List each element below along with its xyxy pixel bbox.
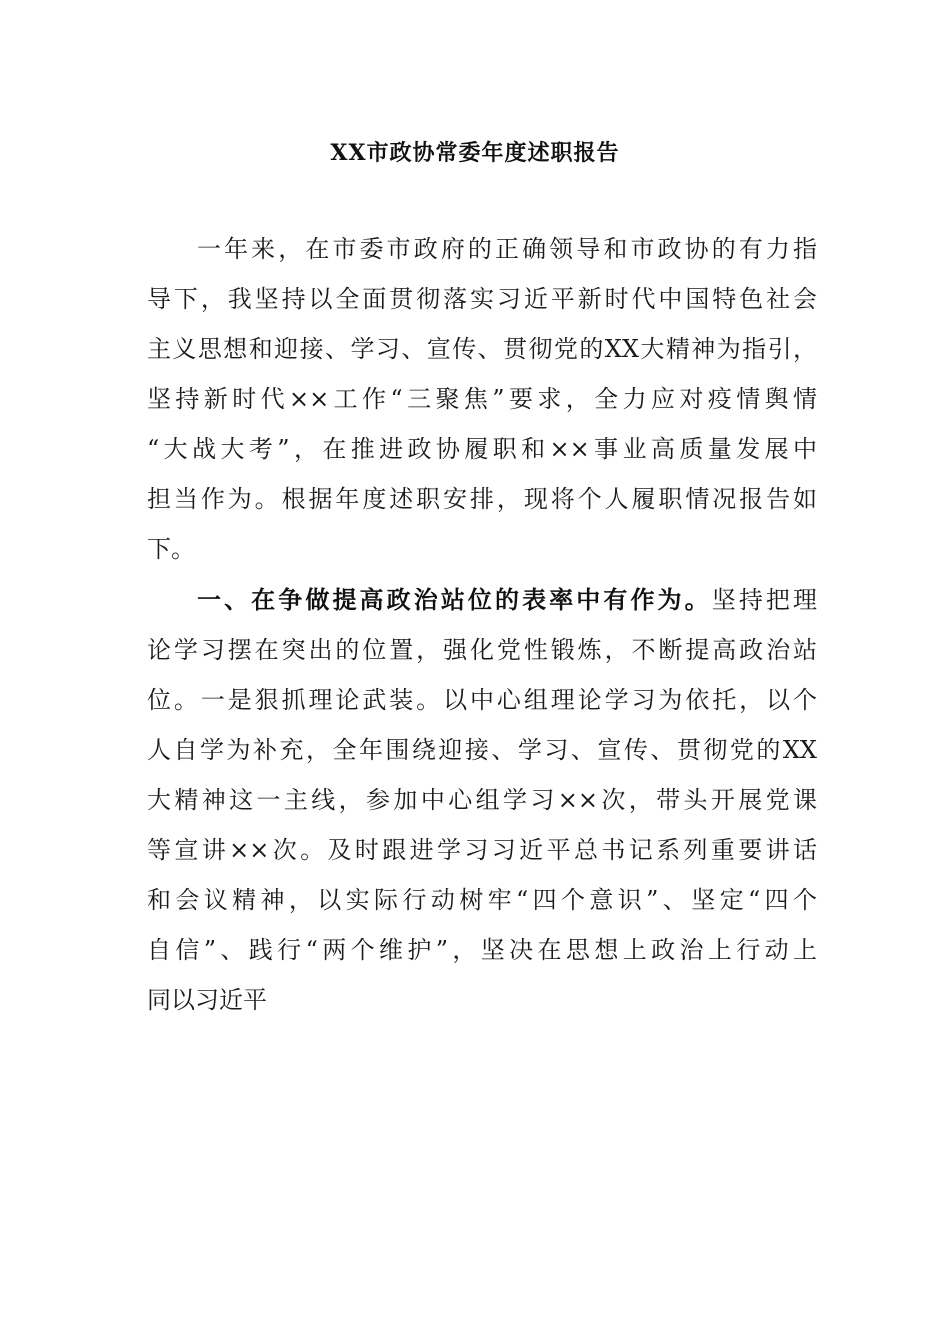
paragraph-line: “大战大考”，在推进政协履职和××事业高质量发展中 xyxy=(147,435,817,463)
paragraph-line xyxy=(147,575,817,625)
paragraph-line: 大精神这一主线，参加中心组学习××次，带头开展党课 xyxy=(147,786,817,814)
paragraph-line: 自信”、践行“两个维护”，坚决在思想上政治上行动上 xyxy=(147,936,817,964)
heading-line-rest: 坚持把理 xyxy=(711,586,818,614)
paragraph-line: 等宣讲××次。及时跟进学习习近平总书记系列重要讲话 xyxy=(147,836,817,864)
paragraph-line: 和会议精神，以实际行动树牢“四个意识”、坚定“四个 xyxy=(147,886,817,914)
paragraph-section-one xyxy=(147,575,817,1025)
paragraph-line: 坚持新时代××工作“三聚焦”要求，全力应对疫情舆情 xyxy=(147,385,817,413)
paragraph-line: 人自学为补充，全年围绕迎接、学习、宣传、贯彻党的XX xyxy=(147,736,817,764)
paragraph-line: 位。一是狠抓理论武装。以中心组理论学习为依托，以个 xyxy=(147,686,817,714)
section-heading: 一、在争做提高政治站位的表率中有作为。 xyxy=(197,585,712,614)
document-title: XX市政协常委年度述职报告 xyxy=(330,140,620,166)
paragraph-line: 论学习摆在突出的位置，强化党性锻炼，不断提高政治站 xyxy=(147,636,817,664)
paragraph-line: 一年来，在市委市政府的正确领导和市政协的有力指 xyxy=(197,235,817,263)
paragraph-line: 主义思想和迎接、学习、宣传、贯彻党的XX大精神为指引， xyxy=(147,335,817,363)
paragraph-intro xyxy=(147,224,817,574)
paragraph-line: 同以习近平 xyxy=(147,986,267,1014)
paragraph-line: 导下，我坚持以全面贯彻落实习近平新时代中国特色社会 xyxy=(147,285,817,313)
paragraph-line: 下。 xyxy=(147,535,195,563)
paragraph-line: 担当作为。根据年度述职安排，现将个人履职情况报告如 xyxy=(147,485,817,513)
